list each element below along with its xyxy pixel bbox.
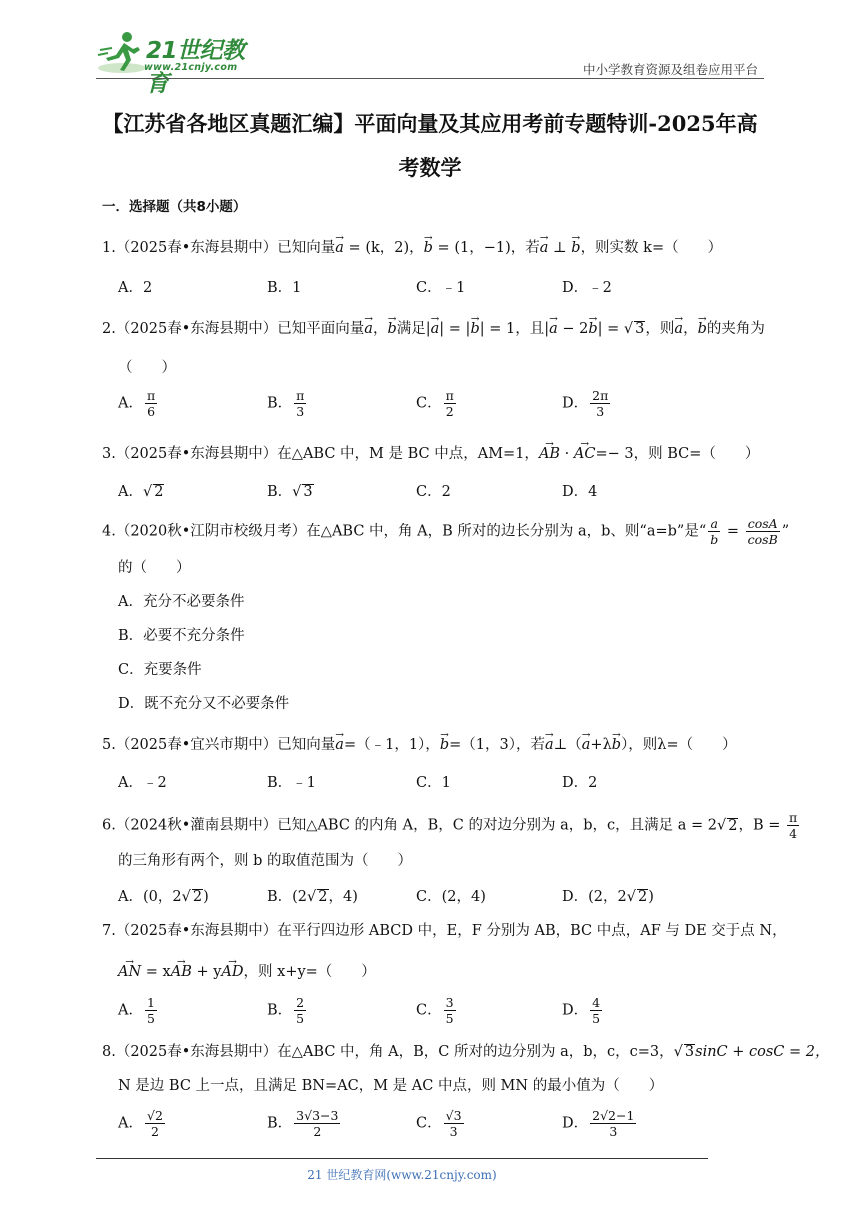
question-4-stem-cont: 的（ ） xyxy=(118,560,191,576)
q8-option-b: B． $\frac{3√3-3}{2}$ xyxy=(267,1108,339,1139)
question-7-stem-cont: → AN = x→ AB + y→ AD，则 x+y=（ ） xyxy=(118,960,778,981)
section-heading: 一．选择题（共8小题） xyxy=(102,199,247,215)
page-title-line-2: 考数学 xyxy=(398,155,462,180)
q2-option-a: A． $\frac{\pi}{6}$ xyxy=(118,388,156,419)
question-7-stem: 7.（2025春•东海县期中）在平行四边形 ABCD 中，E，F 分别为 AB，BC 中点，AF 与 DE 交于点 N， xyxy=(102,923,787,939)
question-6-stem-cont: 的三角形有两个，则 b 的取值范围为（ ） xyxy=(118,853,412,869)
q8-option-c: C． $\frac{√3}{3}$ xyxy=(416,1108,462,1139)
q3-option-a: A．√ 2 xyxy=(118,484,164,500)
q3-option-d: D．4 xyxy=(562,484,598,500)
q6-option-c: C．(2，4) xyxy=(416,889,486,905)
question-8-stem: 8.（2025春•东海县期中）在△ABC 中，角 A，B，C 所对的边分别为 a，b，c，c=3，√ 3sinC + cosC = 2， xyxy=(102,1044,830,1060)
question-8-stem-cont: N 是边 BC 上一点，且满足 BN=AC，M 是 AC 中点，则 MN 的最小值为（ ） xyxy=(118,1078,664,1094)
question-2-stem-cont: （ ） xyxy=(118,360,176,376)
page-title-line-1: 【江苏省各地区真题汇编】平面向量及其应用考前专题特训-2025年高 xyxy=(102,111,758,136)
logo-text: 21世纪教育 xyxy=(146,38,245,97)
q6-option-b: B．(2√ 2，4) xyxy=(267,889,358,905)
q2-option-d: D． $\frac{2\pi}{3}$ xyxy=(562,388,609,419)
runner-logo-icon xyxy=(96,30,150,76)
q7-option-b: B． $\frac{2}{5}$ xyxy=(267,995,305,1026)
question-4-stem: 4.（2020秋•江阴市校级月考）在△ABC 中，角 A，B 所对的边长分别为 a，b、则“a=b”是“ $\frac{a}{b}$ = $\frac{\cos A}{\cos B}$ ” xyxy=(102,516,790,547)
header-tagline: 中小学教育资源及组卷应用平台 xyxy=(582,62,758,77)
q1-option-c: C．﹣1 xyxy=(416,280,466,296)
site-logo xyxy=(96,30,266,97)
q5-option-d: D．2 xyxy=(562,775,598,791)
q8-option-d: D． $\frac{2√2-1}{3}$ xyxy=(562,1108,635,1139)
q8-option-a: A． $\frac{√2}{2}$ xyxy=(118,1108,163,1139)
q7-option-a: A． $\frac{1}{5}$ xyxy=(118,995,155,1026)
q1-option-d: D．﹣2 xyxy=(562,280,612,296)
header-divider xyxy=(96,78,764,79)
q1-option-a: A．2 xyxy=(118,280,153,296)
q2-option-c: C． $\frac{\pi}{2}$ xyxy=(416,388,454,419)
q3-option-c: C．2 xyxy=(416,484,451,500)
q5-option-b: B．﹣1 xyxy=(267,775,316,791)
q4-option-b: B．必要不充分条件 xyxy=(118,628,245,644)
footer-text: 21 世纪教育网(www.21cnjy.com) xyxy=(307,1168,497,1182)
page-header xyxy=(96,30,764,97)
q4-option-d: D．既不充分又不必要条件 xyxy=(118,696,290,712)
q2-option-b: B． $\frac{\pi}{3}$ xyxy=(267,388,305,419)
question-3-stem: 3.（2025春•东海县期中）在△ABC 中，M 是 BC 中点，AM=1，→ AB · → AC=− 3，则 BC=（ ） xyxy=(102,442,762,463)
q4-option-c: C．充要条件 xyxy=(118,662,202,678)
q7-option-c: C． $\frac{3}{5}$ xyxy=(416,995,454,1026)
q1-option-b: B．1 xyxy=(267,280,302,296)
question-6-stem: 6.（2024秋•灌南县期中）已知△ABC 的内角 A，B，C 的对边分别为 a，b，c，且满足 a = 2√ 2，B = $\frac{\pi}{4}$ xyxy=(102,810,798,841)
q5-option-a: A．﹣2 xyxy=(118,775,167,791)
footer-divider xyxy=(96,1158,708,1159)
question-2-stem: 2.（2025春•东海县期中）已知平面向量→ a，→ b满足|→ a| = |→ b| = 1，且|→ a − 2→ b| = √ 3，则→ a，→ b的夹角为 xyxy=(102,317,762,338)
q6-option-a: A．(0，2√ 2) xyxy=(118,889,209,905)
q7-option-d: D． $\frac{4}{5}$ xyxy=(562,995,601,1026)
question-1-stem: 1.（2025春•东海县期中）已知向量→ a = (k，2)，→ b = (1，−1)，若→ a ⊥ → b，则实数 k=（ ） xyxy=(102,236,762,257)
q3-option-b: B．√ 3 xyxy=(267,484,313,500)
q6-option-d: D．(2，2√ 2) xyxy=(562,889,654,905)
question-5-stem: 5.（2025春•宜兴市期中）已知向量→ a=（﹣1，1），→ b=（1，3），若→ a⊥（→ a+λ→ b），则λ=（ ） xyxy=(102,733,762,754)
q5-option-c: C．1 xyxy=(416,775,451,791)
logo-url: www.21cnjy.com xyxy=(144,62,238,73)
q4-option-a: A．充分不必要条件 xyxy=(118,594,245,610)
